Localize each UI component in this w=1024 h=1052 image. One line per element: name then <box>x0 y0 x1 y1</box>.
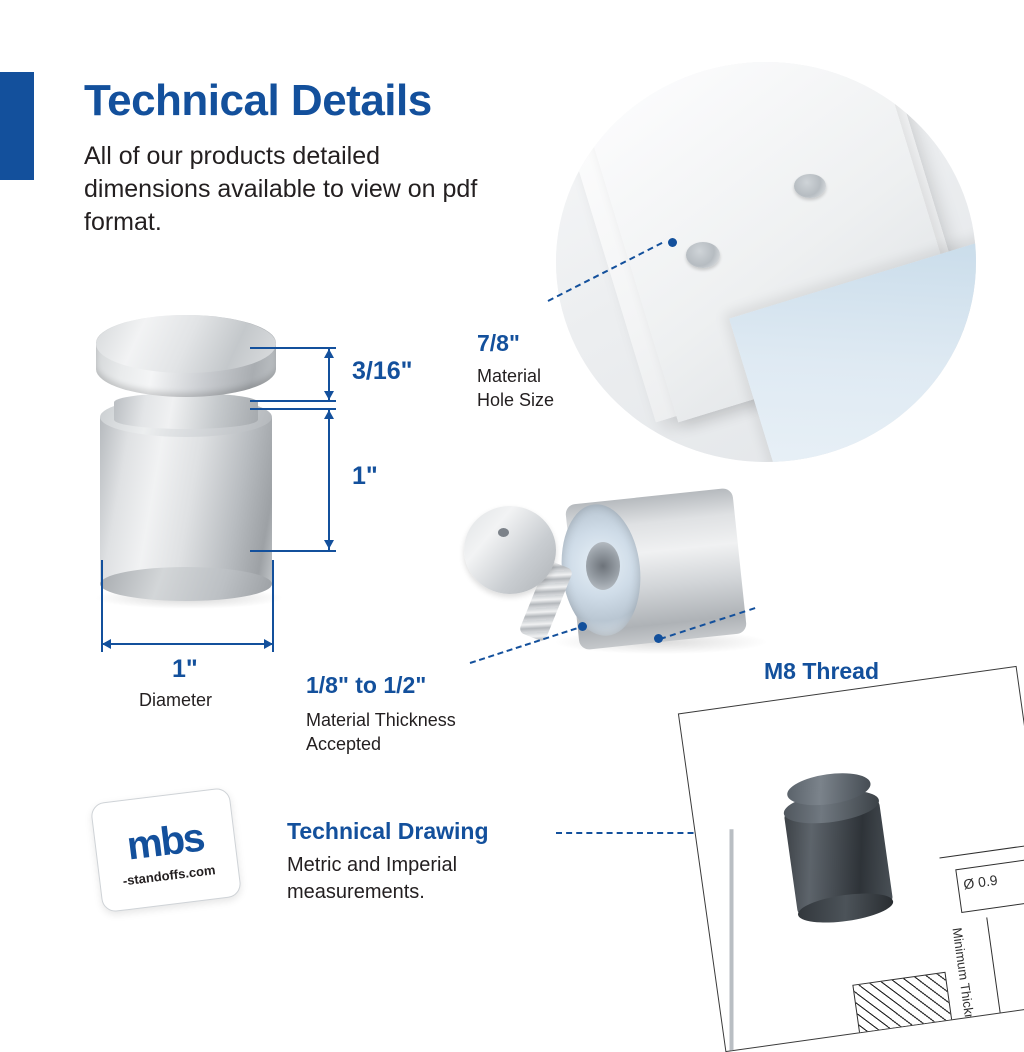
dim-arrow-cap-up <box>324 349 334 358</box>
photo-mounting-hole-1 <box>686 242 720 268</box>
exploded-cap <box>464 506 556 594</box>
dim-arrow-dia-left <box>102 639 111 649</box>
drawing-thickness-label: Minimum Thickness <box>949 926 981 1043</box>
callout-line-1: Material Thickness <box>306 710 456 730</box>
callout-title-technical-drawing: Technical Drawing <box>287 818 489 844</box>
callout-line-1: Metric and Imperial <box>287 854 458 876</box>
dim-label-cap-height: 3/16" <box>352 357 413 385</box>
dim-ext-body-bottom <box>250 550 336 552</box>
drawing-axis-vertical <box>986 917 1001 1012</box>
callout-line-2: measurements. <box>287 881 425 903</box>
exploded-thread-hole <box>586 542 620 590</box>
standoff-barrel-bottom <box>100 567 272 601</box>
drawing-panel-edge <box>730 829 734 1052</box>
dim-label-diameter: 1" <box>172 655 198 683</box>
page-subtitle: All of our products detailed dimensions available to view on pdf format. <box>84 142 478 236</box>
callout-body-technical-drawing <box>287 852 457 906</box>
mounted-panel-photo <box>556 62 976 462</box>
dim-ext-cap-bottom <box>250 400 336 402</box>
exploded-standoff-illustration <box>446 480 776 680</box>
callout-line-2: Accepted <box>306 734 382 755</box>
callout-dot-thickness <box>578 622 587 631</box>
page-title: Technical Details <box>84 76 432 125</box>
callout-title-thread: M8 Thread <box>764 658 880 684</box>
dim-arrow-dia-right <box>264 639 273 649</box>
dim-line-diameter <box>101 643 273 645</box>
dim-line-body-height <box>328 408 330 550</box>
callout-line-1: Material <box>477 366 542 386</box>
dim-arrow-body-up <box>324 410 334 419</box>
header-accent-bar <box>0 72 34 180</box>
exploded-cap-hole <box>498 528 509 537</box>
callout-body-thickness <box>306 708 456 757</box>
dim-sublabel-diameter: Diameter <box>139 690 213 710</box>
standoff-illustration <box>88 305 388 605</box>
callout-dot-hole-size <box>668 238 677 247</box>
brand-logo[interactable] <box>90 787 242 913</box>
dim-arrow-body-down <box>324 540 334 549</box>
dim-arrow-cap-down <box>324 391 334 400</box>
standoff-cap-top <box>96 315 276 373</box>
callout-title-hole-size: 7/8" <box>477 330 520 356</box>
callout-body-hole-size <box>477 364 554 413</box>
callout-dot-thread <box>654 634 663 643</box>
technical-drawing-sheet[interactable] <box>678 666 1024 1052</box>
drawing-section-hatch <box>852 972 953 1039</box>
standoff-neck <box>114 393 258 429</box>
drawing-axis-horizontal <box>939 844 1024 859</box>
logo-domain: -standoffs.com <box>121 862 217 889</box>
callout-line-2: Hole Size <box>477 390 555 411</box>
standoff-barrel <box>100 413 272 588</box>
callout-title-thickness: 1/8" to 1/2" <box>306 672 427 698</box>
photo-mounting-hole-2 <box>794 174 826 198</box>
drawing-dimension-text: Ø 0.9 <box>962 871 999 893</box>
logo-wordmark: mbs <box>124 815 206 869</box>
dim-label-body-height: 1" <box>352 462 378 490</box>
